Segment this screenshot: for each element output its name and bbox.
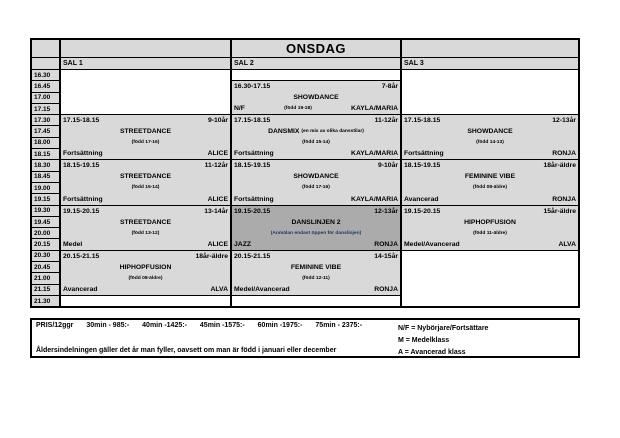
birth-year-note: (född 11-äldre) [473, 230, 507, 236]
birth-year-note: (Anmälan endast öppen för danslinjen) [270, 230, 362, 236]
subheader-corner-cell [32, 58, 59, 69]
block-age: 18år-äldre [195, 252, 228, 260]
block-name-row [232, 171, 400, 182]
time-label: 18.45 [32, 172, 59, 182]
legend-line: A = Avancerad klass [398, 349, 466, 356]
class-level: JAZZ [234, 240, 251, 248]
block-note-row [61, 182, 230, 193]
block-level-row [402, 148, 578, 159]
price-row [36, 322, 362, 329]
block-note-row [402, 137, 578, 148]
teacher-name: KAYLA/MARIA [351, 195, 398, 203]
class-block [61, 251, 230, 295]
block-time: 17.15-18.15 [234, 117, 271, 125]
block-age: 18år-äldre [543, 162, 576, 170]
time-label: 18.00 [32, 138, 59, 148]
header-corner-cell [32, 40, 59, 57]
empty-slot [402, 70, 578, 114]
block-note-row [61, 273, 230, 284]
birth-year-note: (född 19-18) [284, 106, 312, 112]
block-name-row [402, 126, 578, 137]
block-time-row [402, 115, 578, 126]
class-level: Fortsättning [404, 150, 444, 158]
birth-year-note: (född 12-11) [302, 275, 330, 281]
block-time: 20.15-21.15 [63, 252, 100, 260]
class-name: HIPHOPFUSION [119, 263, 172, 271]
block-note-row [61, 228, 230, 239]
block-level-row [232, 148, 400, 159]
block-age: 9-10år [377, 162, 398, 170]
block-time: 20.15-21.15 [234, 252, 271, 260]
time-label: 20.15 [32, 239, 59, 249]
block-age: 15år-äldre [543, 207, 576, 215]
teacher-name: ALICE [207, 240, 228, 248]
legend-line: M = Medelklass [398, 337, 450, 344]
block-time-row [61, 115, 230, 126]
class-block [402, 206, 578, 250]
block-level-row [232, 194, 400, 205]
class-block [232, 206, 400, 250]
block-note-row [61, 137, 230, 148]
block-note-row [402, 182, 578, 193]
class-name: STREETDANCE [120, 173, 171, 181]
teacher-name: RONJA [552, 195, 576, 203]
block-age: 14-15år [374, 252, 398, 260]
class-block [232, 81, 400, 114]
empty-slot [402, 251, 578, 306]
class-block [61, 206, 230, 250]
block-note-row [232, 182, 400, 193]
teacher-name: ALVA [558, 240, 576, 248]
class-level: Fortsättning [63, 195, 103, 203]
block-time: 18.15-19.15 [234, 162, 271, 170]
price-item: 45min -1575:- [199, 322, 245, 329]
block-time: 17.15-18.15 [63, 117, 100, 125]
birth-year-note: (född 08-äldre) [473, 185, 507, 191]
header-blank-sal3 [402, 40, 578, 57]
block-time-row [232, 251, 400, 262]
time-label: 17.00 [32, 93, 59, 103]
class-block [232, 115, 400, 159]
block-name-row [232, 126, 400, 137]
block-level-row [402, 194, 578, 205]
block-age: 9-10år [207, 117, 228, 125]
block-note-row [232, 273, 400, 284]
block-age: 11-12år [204, 162, 228, 170]
time-label: 20.00 [32, 228, 59, 238]
hall-header-sal3: SAL 3 [402, 58, 578, 69]
class-level: Medel/Avancerad [404, 240, 460, 248]
class-block [232, 251, 400, 295]
header-blank-sal1 [61, 40, 230, 57]
day-title: ONSDAG [232, 40, 400, 57]
empty-slot [232, 296, 400, 306]
block-name-row [61, 171, 230, 182]
class-name: SHOWDANCE [467, 128, 513, 136]
block-age: 12-13år [374, 207, 398, 215]
time-label: 17.30 [32, 115, 59, 125]
class-level: Avancerad [63, 285, 98, 293]
class-name: DANSMIX [268, 128, 300, 136]
block-name-row [61, 262, 230, 273]
teacher-name: RONJA [552, 150, 576, 158]
time-label: 19.15 [32, 194, 59, 204]
time-label: 19.00 [32, 183, 59, 193]
birth-year-note: (född 08-äldre) [128, 275, 163, 281]
block-age: 11-12år [374, 117, 398, 125]
time-label: 18.15 [32, 149, 59, 159]
age-note: Åldersindelningen gäller det år man fyller, oavsett om man är född i januari eller december [36, 347, 337, 354]
time-label: 21.00 [32, 273, 59, 283]
time-label: 21.15 [32, 285, 59, 295]
empty-slot [61, 70, 230, 114]
block-level-row [61, 194, 230, 205]
time-label: 21.30 [32, 296, 59, 306]
class-level: Fortsättning [234, 195, 274, 203]
class-name: SHOWDANCE [293, 94, 339, 102]
block-time: 18.15-19.15 [63, 162, 100, 170]
class-name: STREETDANCE [120, 218, 171, 226]
block-name-row [232, 92, 400, 103]
teacher-name: ALICE [207, 195, 228, 203]
class-level: Fortsättning [234, 150, 274, 158]
empty-slot [61, 296, 230, 306]
birth-year-note: (född 17-16) [302, 185, 330, 191]
class-level: N/F [234, 105, 245, 113]
block-level-row [61, 239, 230, 250]
teacher-name: KAYLA/MARIA [351, 150, 398, 158]
class-name: DANSLINJEN 2 [291, 218, 341, 226]
block-name-row [232, 217, 400, 228]
price-item: 75min - 2375:- [315, 322, 363, 329]
class-block [61, 115, 230, 159]
block-level-row [232, 239, 400, 250]
class-level: Fortsättning [63, 150, 103, 158]
birth-year-note: (född 15-14) [302, 140, 330, 146]
time-label: 17.45 [32, 126, 59, 136]
info-footer [30, 318, 580, 358]
block-time-row [402, 160, 578, 171]
time-label: 18.30 [32, 160, 59, 170]
time-label: 20.45 [32, 262, 59, 272]
birth-year-note: (född 14-13) [476, 140, 504, 146]
hall-header-sal2: SAL 2 [232, 58, 400, 69]
block-age: 12-13år [552, 117, 576, 125]
block-time: 16.30-17.15 [234, 83, 271, 91]
block-level-row [61, 148, 230, 159]
teacher-name: RONJA [374, 285, 398, 293]
block-time-row [232, 81, 400, 92]
teacher-name: RONJA [374, 240, 398, 248]
block-time-row [61, 206, 230, 217]
time-label: 19.30 [32, 206, 59, 216]
block-age: 13-14år [204, 207, 228, 215]
class-name: STREETDANCE [120, 128, 171, 136]
block-time-row [232, 115, 400, 126]
time-label: 16.30 [32, 70, 59, 80]
time-label: 16.45 [32, 81, 59, 91]
price-item: 60min -1975:- [257, 322, 303, 329]
class-block [402, 115, 578, 159]
block-time: 18.15-19.15 [404, 162, 441, 170]
block-note-row [402, 228, 578, 239]
block-time: 19.15-20.15 [234, 207, 271, 215]
time-label: 19.45 [32, 217, 59, 227]
block-name-row [402, 217, 578, 228]
block-time: 19.15-20.15 [63, 207, 100, 215]
class-block [402, 160, 578, 204]
block-time-row [61, 251, 230, 262]
class-name: FEMININE VIBE [464, 173, 516, 181]
block-name-row [61, 126, 230, 137]
teacher-name: KAYLA/MARIA [351, 105, 398, 113]
block-level-row [232, 284, 400, 295]
block-time-row [402, 206, 578, 217]
class-level: Medel [63, 240, 83, 248]
block-level-row [232, 103, 400, 114]
class-level: Medel/Avancerad [234, 285, 290, 293]
block-name-row [232, 262, 400, 273]
price-label: PRIS/12ggr [36, 322, 74, 329]
block-time: 19.15-20.15 [404, 207, 441, 215]
level-legend [398, 322, 574, 354]
price-item: 40min -1425:- [142, 322, 187, 329]
time-label: 20.30 [32, 251, 59, 261]
block-age: 7-8år [381, 83, 398, 91]
block-level-row [402, 239, 578, 250]
class-name: FEMININE VIBE [290, 263, 342, 271]
footer-left [36, 322, 362, 354]
block-time: 17.15-18.15 [404, 117, 441, 125]
class-name: HIPHOPFUSION [464, 218, 516, 226]
birth-year-note: (född 15-14) [131, 185, 160, 191]
block-name-row [61, 217, 230, 228]
class-name-note: (en mix av olika dansstilar) [301, 129, 364, 135]
hall-header-sal1: SAL 1 [61, 58, 230, 69]
price-item: 30min - 985:- [86, 322, 130, 329]
class-block [61, 160, 230, 204]
empty-slot [232, 70, 400, 80]
time-label: 17.15 [32, 104, 59, 114]
birth-year-note: (född 17-16) [131, 140, 160, 146]
block-time-row [61, 160, 230, 171]
class-block [232, 160, 400, 204]
teacher-name: ALICE [207, 150, 228, 158]
class-name: SHOWDANCE [293, 173, 339, 181]
teacher-name: ALVA [210, 285, 228, 293]
legend-line: N/F = Nybörjare/Fortsättare [398, 325, 489, 332]
class-level: Avancerad [404, 195, 439, 203]
schedule-grid [30, 38, 580, 308]
block-note-row [232, 228, 400, 239]
block-note-row [232, 137, 400, 148]
block-time-row [232, 206, 400, 217]
birth-year-note: (född 13-12) [131, 230, 160, 236]
block-level-row [61, 284, 230, 295]
block-name-row [402, 171, 578, 182]
block-time-row [232, 160, 400, 171]
